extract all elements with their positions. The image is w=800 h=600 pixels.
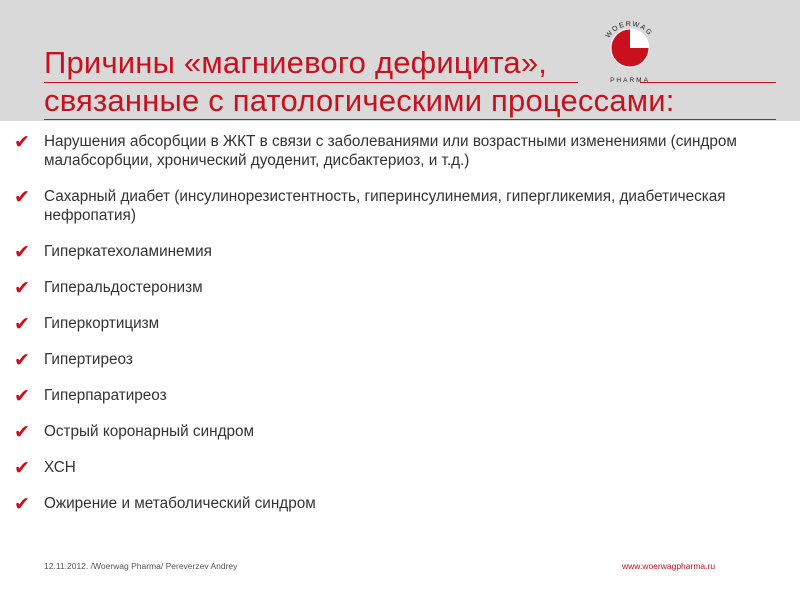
bullet-text: Ожирение и метаболический синдром bbox=[44, 495, 316, 512]
bullet-item bbox=[14, 386, 784, 405]
checkmark-icon: ✔ bbox=[14, 277, 30, 299]
checkmark-icon: ✔ bbox=[14, 349, 30, 371]
checkmark-icon: ✔ bbox=[14, 457, 30, 479]
bullet-item bbox=[14, 278, 784, 297]
bullet-item bbox=[14, 187, 784, 225]
checkmark-icon: ✔ bbox=[14, 313, 30, 335]
bullet-text: Острый коронарный синдром bbox=[44, 423, 255, 440]
bullet-item bbox=[14, 132, 784, 170]
bullet-item bbox=[14, 242, 784, 261]
bullet-item bbox=[14, 314, 784, 333]
bullet-text: Гиперкатехоламинемия bbox=[44, 243, 212, 260]
title-line-1: Причины «магниевого дефицита», bbox=[44, 45, 548, 80]
bullet-text: Гиперкортицизм bbox=[44, 315, 160, 332]
svg-text:PHARMA: PHARMA bbox=[610, 77, 650, 84]
title-underline-2 bbox=[44, 119, 776, 120]
bullet-item bbox=[14, 422, 784, 441]
title-underline-1 bbox=[44, 82, 578, 83]
footer-website-link[interactable]: www.woerwagpharma.ru bbox=[622, 561, 716, 571]
checkmark-icon: ✔ bbox=[14, 186, 30, 208]
footer-credit: 12.11.2012. /Woerwag Pharma/ Pereverzev Andrey bbox=[44, 561, 238, 571]
checkmark-icon: ✔ bbox=[14, 421, 30, 443]
bullet-list bbox=[14, 132, 784, 530]
checkmark-icon: ✔ bbox=[14, 493, 30, 515]
bullet-item bbox=[14, 458, 784, 477]
bullet-text: Гипертиреоз bbox=[44, 351, 133, 368]
bullet-item bbox=[14, 350, 784, 369]
bullet-text: Гиперальдостеронизм bbox=[44, 279, 203, 296]
woerwag-pharma-logo-icon bbox=[598, 14, 662, 86]
checkmark-icon: ✔ bbox=[14, 241, 30, 263]
checkmark-icon: ✔ bbox=[14, 131, 30, 153]
bullet-text: Нарушения абсорбции в ЖКТ в связи с заболеваниями или возрастными изменениями (синдром малабсорбции, хронический дуоденит, дисбактериоз, и т.д.) bbox=[44, 133, 737, 169]
svg-text:WOERWAG: WOERWAG bbox=[604, 20, 654, 40]
bullet-text: Гиперпаратиреоз bbox=[44, 387, 167, 404]
bullet-item bbox=[14, 494, 784, 513]
checkmark-icon: ✔ bbox=[14, 385, 30, 407]
title-line-2: связанные с патологическими процессами: bbox=[44, 83, 675, 118]
bullet-text: Сахарный диабет (инсулинорезистентность, гиперинсулинемия, гипергликемия, диабетическая нефропатия) bbox=[44, 188, 726, 224]
bullet-text: ХСН bbox=[44, 459, 76, 476]
